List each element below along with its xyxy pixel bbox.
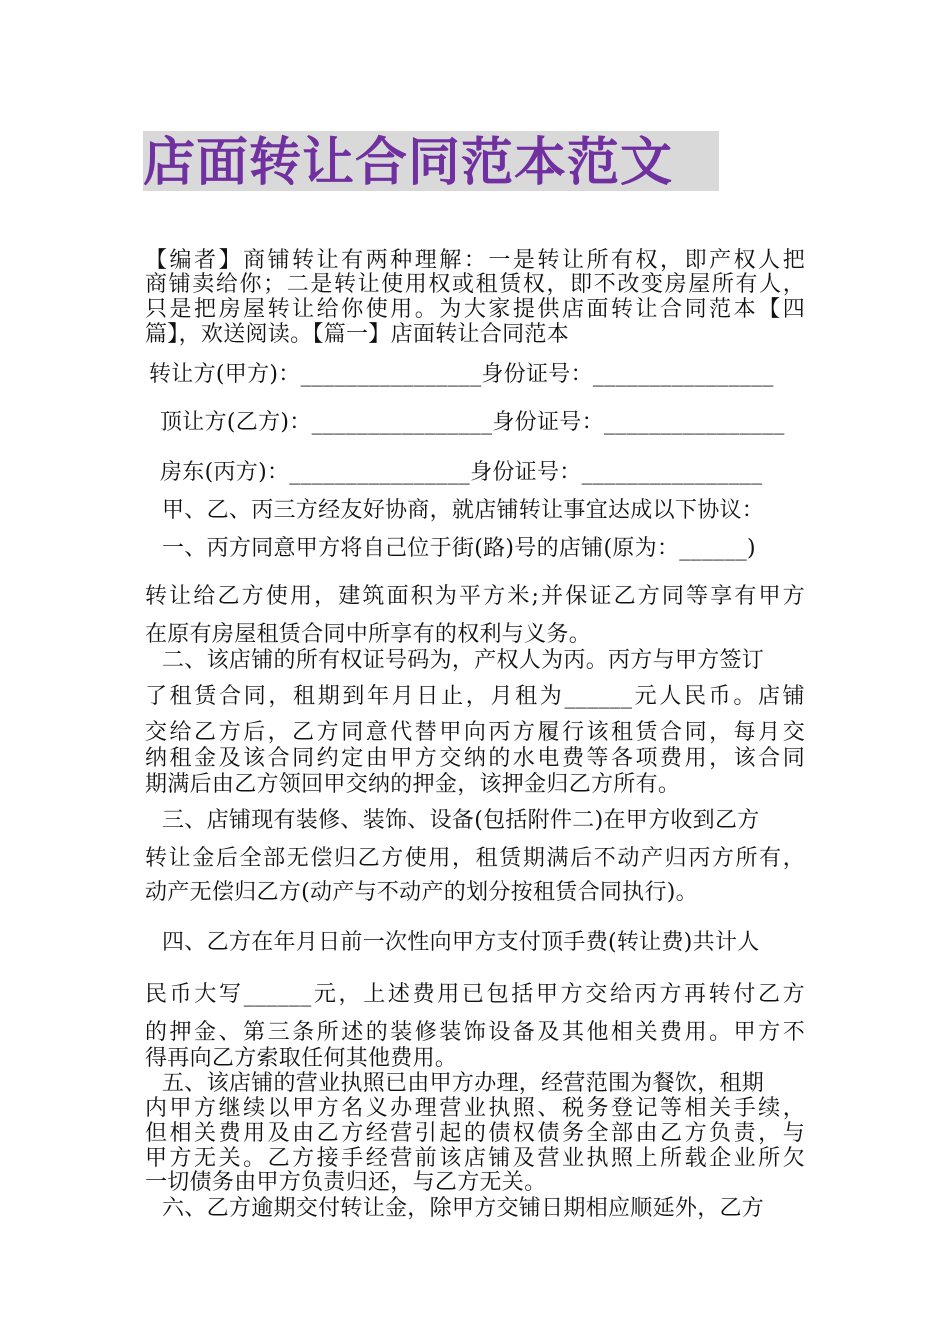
clause-line: 二、该店铺的所有权证号码为，产权人为丙。丙方与甲方签订 [162, 648, 765, 673]
intro-line: 只是把房屋转让给你使用。为大家提供店面转让合同范本【四 [145, 297, 805, 322]
clause-line: 在原有房屋租赁合同中所享有的权利与义务。 [145, 622, 592, 647]
intro-line: 篇】，欢送阅读。【篇一】店面转让合同范本 [145, 322, 570, 347]
clause-line: 甲、乙、丙三方经友好协商，就店铺转让事宜达成以下协议： [162, 498, 765, 523]
clause-line: 了租赁合同，租期到年月日止，月租为______元人民币。店铺 [145, 684, 805, 709]
clause-line: 三、店铺现有装修、装饰、设备(包括附件二)在甲方收到乙方 [162, 808, 760, 833]
clause-line: 得再向乙方索取任何其他费用。 [145, 1046, 458, 1071]
document-title: 店面转让合同范本范文 [143, 131, 719, 191]
clause-line: 一、丙方同意甲方将自己位于街(路)号的店铺(原为：______) [162, 536, 756, 561]
clause-line: 纳租金及该合同约定由甲方交纳的水电费等各项费用，该合同 [145, 746, 805, 771]
clause-line: 转让给乙方使用，建筑面积为平方米;并保证乙方同等享有甲方 [145, 584, 805, 609]
clause-line: 甲方无关。乙方接手经营前该店铺及营业执照上所载企业所欠 [145, 1146, 805, 1171]
party-transferor: 转让方(甲方)：________________身份证号：________________ [149, 362, 774, 387]
intro-line: 【编者】商铺转让有两种理解：一是转让所有权，即产权人把 [145, 248, 805, 273]
clause-line: 交给乙方后，乙方同意代替甲向丙方履行该租赁合同，每月交 [145, 720, 805, 745]
clause-line: 动产无偿归乙方(动产与不动产的划分按租赁合同执行)。 [145, 880, 698, 905]
clause-line: 的押金、第三条所述的装修装饰设备及其他相关费用。甲方不 [145, 1020, 805, 1045]
party-landlord: 房东(丙方)：________________身份证号：________________ [160, 460, 763, 485]
intro-line: 商铺卖给你；二是转让使用权或租赁权，即不改变房屋所有人， [145, 272, 805, 297]
clause-line: 期满后由乙方领回甲交纳的押金，该押金归乙方所有。 [145, 772, 681, 797]
party-transferee: 顶让方(乙方)：________________身份证号：________________ [160, 410, 785, 435]
clause-line: 五、该店铺的营业执照已由甲方办理，经营范围为餐饮，租期 [162, 1071, 765, 1096]
clause-line: 内甲方继续以甲方名义办理营业执照、税务登记等相关手续， [145, 1096, 805, 1121]
clause-line: 一切债务由甲方负责归还，与乙方无关。 [145, 1170, 547, 1195]
clause-line: 但相关费用及由乙方经营引起的债权债务全部由乙方负责，与 [145, 1121, 805, 1146]
clause-line: 民币大写______元，上述费用已包括甲方交给丙方再转付乙方 [145, 982, 805, 1007]
clause-line: 四、乙方在年月日前一次性向甲方支付顶手费(转让费)共计人 [162, 930, 760, 955]
clause-line: 转让金后全部无偿归乙方使用，租赁期满后不动产归丙方所有， [145, 846, 805, 871]
clause-line: 六、乙方逾期交付转让金，除甲方交铺日期相应顺延外，乙方 [162, 1196, 765, 1221]
